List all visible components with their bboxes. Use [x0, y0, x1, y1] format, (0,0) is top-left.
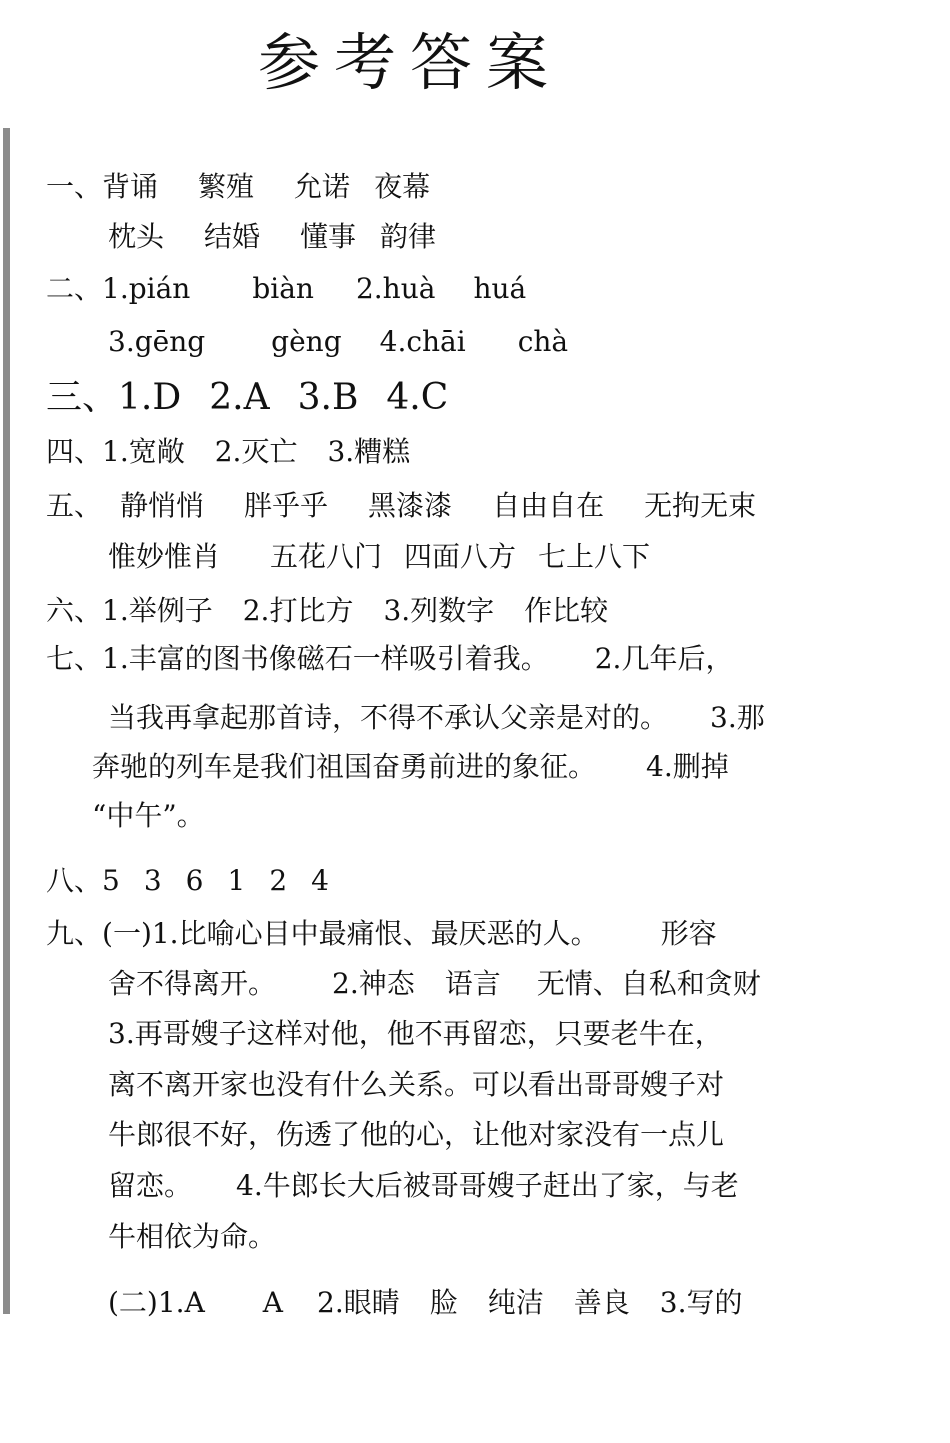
- pinyin-answer: 2.huà: [355, 272, 436, 305]
- section-label: 二、: [46, 272, 103, 305]
- section-7-line-2: [108, 701, 765, 735]
- answer-item: 2.灭亡: [214, 435, 298, 468]
- answer-item: 2.A: [209, 377, 270, 418]
- idiom-answer: 惟妙惟肖: [108, 540, 221, 573]
- section-label: 九、: [46, 917, 103, 950]
- section-label: 四、: [46, 435, 103, 468]
- answer-word: 结婚: [204, 220, 261, 253]
- idiom-answer: 四面八方: [404, 540, 517, 573]
- section-9-line-8: [108, 1286, 743, 1320]
- pinyin-answer: gèng: [271, 325, 342, 358]
- order-number: 1: [227, 864, 246, 897]
- answer-word: 背诵: [102, 170, 159, 203]
- answer-text: 留恋。: [108, 1169, 193, 1202]
- idiom-answer: 黑漆漆: [368, 489, 453, 522]
- answer-word: 枕头: [108, 220, 165, 253]
- answer-item: 1.D: [118, 377, 182, 418]
- order-number: 3: [143, 864, 162, 897]
- section-9-line-2: [108, 967, 761, 1001]
- section-7-line-4: [92, 799, 205, 833]
- answer-text: 纯洁: [487, 1286, 544, 1319]
- section-label: 七、: [46, 642, 103, 675]
- pinyin-answer: 1.pián: [102, 272, 191, 305]
- order-number: 4: [311, 864, 329, 897]
- pinyin-answer: biàn: [252, 272, 314, 305]
- answer-text: 无情、自私和贪财: [536, 967, 761, 1000]
- answer-item: 4.C: [386, 377, 449, 418]
- answer-item: 作比较: [524, 594, 609, 627]
- answer-text: 奔驰的列车是我们祖国奋勇前进的象征。: [92, 750, 597, 783]
- answer-item: 3.列数字: [383, 594, 495, 627]
- pinyin-answer: chà: [517, 325, 569, 358]
- idiom-answer: 胖乎乎: [244, 489, 329, 522]
- section-7-line-3: [92, 750, 729, 784]
- section-5-row-1: [46, 489, 756, 523]
- pinyin-answer: huá: [473, 272, 527, 305]
- section-label: 八、: [46, 864, 103, 897]
- answer-text: “中午”。: [92, 799, 205, 832]
- answer-word: 繁殖: [198, 170, 255, 203]
- answer-text: 1.丰富的图书像磁石一样吸引着我。: [102, 642, 549, 675]
- section-9-line-4: [108, 1068, 724, 1102]
- answer-text: 3.写的: [659, 1286, 743, 1319]
- answer-text: 牛相依为命。: [108, 1220, 277, 1253]
- section-8: [46, 864, 329, 898]
- answer-text: (一)1.比喻心目中最痛恨、最厌恶的人。: [102, 917, 599, 950]
- idiom-answer: 自由自在: [492, 489, 605, 522]
- idiom-answer: 静悄悄: [120, 489, 205, 522]
- pinyin-answer: 4.chāi: [379, 325, 466, 358]
- section-1-row-1: [46, 170, 430, 204]
- answer-text: 语言: [444, 967, 501, 1000]
- answer-item: 1.宽敞: [102, 435, 185, 468]
- left-margin-bar: [3, 128, 10, 1314]
- idiom-answer: 五花八门: [270, 540, 383, 573]
- answer-text: (二)1.A: [108, 1286, 205, 1319]
- idiom-answer: 七上八下: [538, 540, 651, 573]
- section-9-line-7: [108, 1220, 276, 1254]
- section-label: 五、: [46, 489, 103, 522]
- answer-text: 4.牛郎长大后被哥哥嫂子赶出了家，与老: [236, 1169, 739, 1202]
- answer-item: 3.糟糕: [327, 435, 411, 468]
- answer-text: 脸: [429, 1286, 458, 1319]
- section-label: 六、: [46, 594, 103, 627]
- answer-text: 牛郎很不好，伤透了他的心，让他对家没有一点儿: [108, 1118, 725, 1151]
- answer-word: 懂事: [300, 220, 357, 253]
- answer-text: 2.神态: [332, 967, 415, 1000]
- section-4: [46, 435, 410, 469]
- section-9-line-1: [46, 917, 717, 951]
- section-label: 三、: [46, 377, 119, 418]
- answer-item: 3.B: [297, 377, 359, 418]
- answer-word: 夜幕: [374, 170, 431, 203]
- page-title: 参考答案: [258, 26, 563, 99]
- section-9-line-5: [108, 1118, 724, 1152]
- answer-text: 2.几年后，: [594, 642, 734, 675]
- section-9-line-6: [108, 1169, 739, 1203]
- answer-text: 形容: [660, 917, 717, 950]
- answer-text: 3.再哥嫂子这样对他，他不再留恋，只要老牛在，: [108, 1017, 723, 1050]
- answer-text: 善良: [573, 1286, 630, 1319]
- answer-text: A: [262, 1286, 284, 1319]
- answer-item: 2.打比方: [242, 594, 354, 627]
- answer-item: 1.举例子: [102, 594, 213, 627]
- answer-text: 舍不得离开。: [108, 967, 277, 1000]
- section-7-line-1: [46, 642, 733, 676]
- answer-text: 2.眼睛: [317, 1286, 400, 1319]
- pinyin-answer: 3.gēng: [108, 325, 206, 358]
- section-3: [46, 376, 448, 419]
- section-2-row-1: [46, 272, 526, 306]
- answer-text: 3.那: [710, 701, 765, 734]
- answer-text: 当我再拿起那首诗，不得不承认父亲是对的。: [108, 701, 669, 734]
- section-label: 一、: [46, 170, 103, 203]
- section-2-row-2: [108, 325, 568, 359]
- section-6: [46, 594, 608, 628]
- idiom-answer: 无拘无束: [644, 489, 757, 522]
- order-number: 5: [102, 864, 120, 897]
- answer-word: 韵律: [380, 220, 437, 253]
- answer-text: 4.删掉: [646, 750, 729, 783]
- section-9-line-3: [108, 1017, 723, 1051]
- order-number: 6: [185, 864, 204, 897]
- section-5-row-2: [108, 540, 650, 574]
- answer-text: 离不离开家也没有什么关系。可以看出哥哥嫂子对: [108, 1068, 725, 1101]
- order-number: 2: [269, 864, 288, 897]
- answer-word: 允诺: [294, 170, 351, 203]
- section-1-row-2: [108, 220, 436, 254]
